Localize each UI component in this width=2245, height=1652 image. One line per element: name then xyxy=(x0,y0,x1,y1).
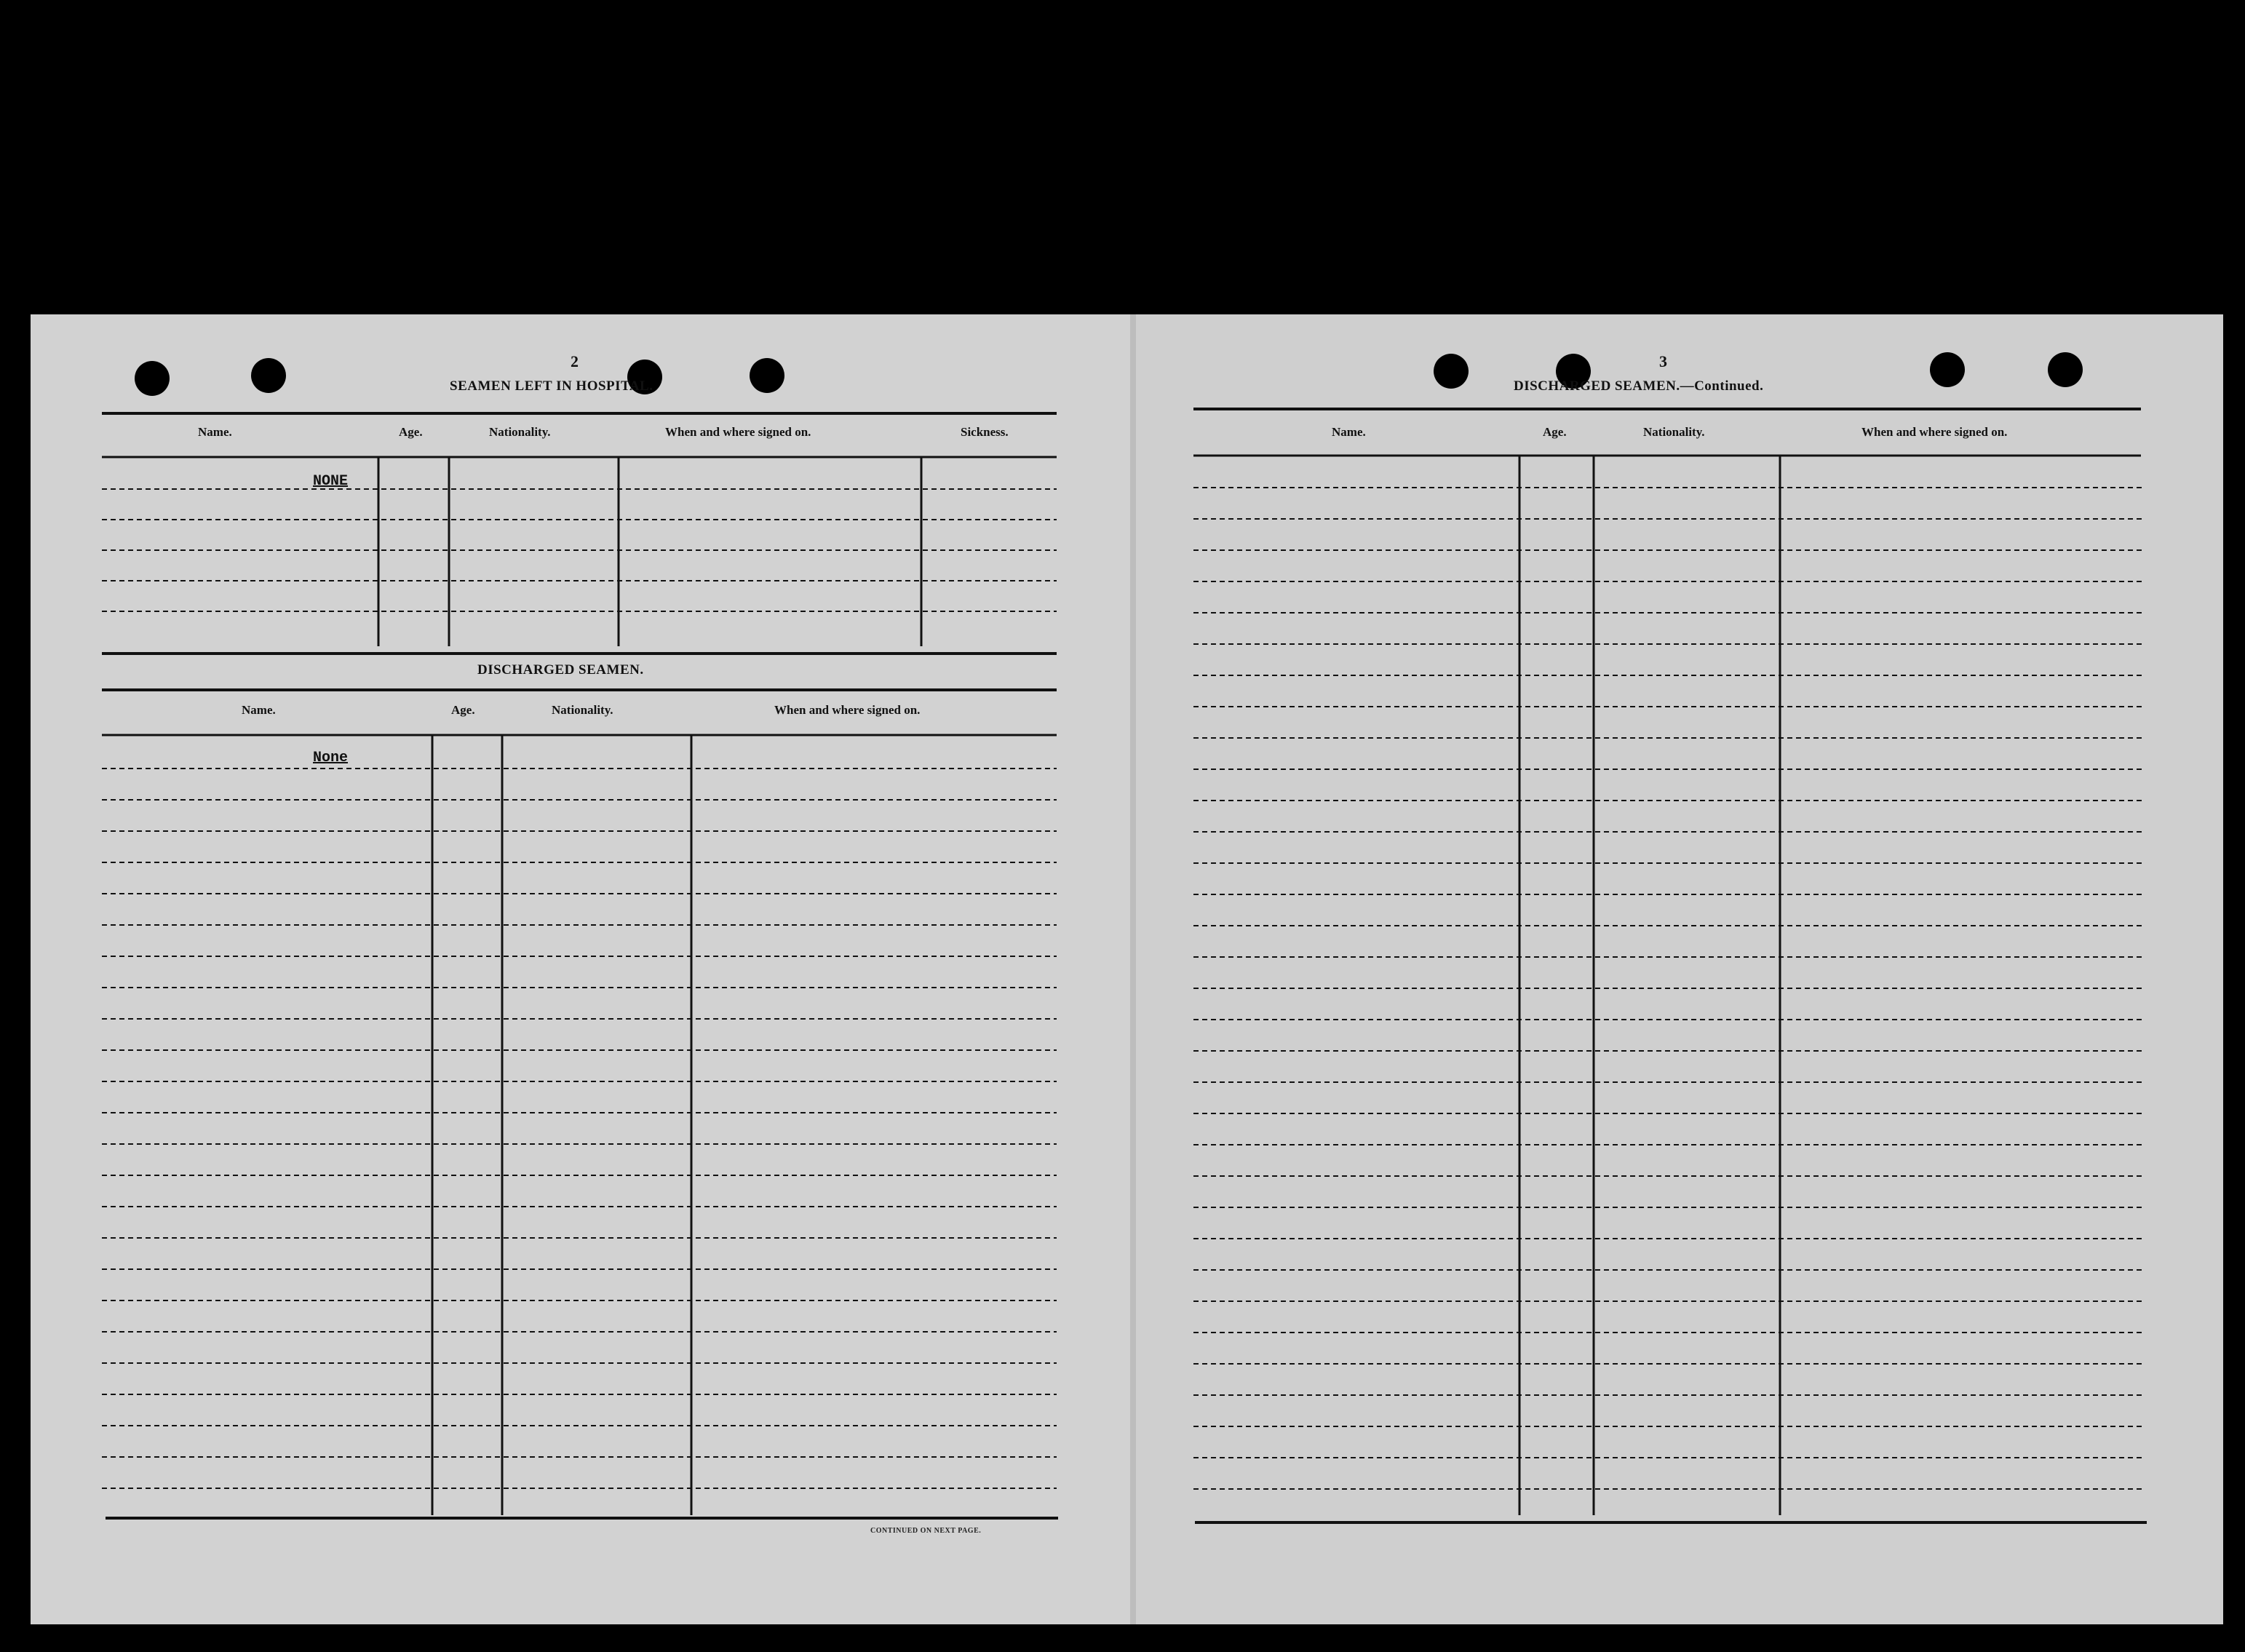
page-number-right: 3 xyxy=(1659,352,1667,370)
discharged-col-age: Age. xyxy=(451,703,475,717)
right-col-signed-on: When and where signed on. xyxy=(1861,425,2008,439)
hospital-entry-none: NONE xyxy=(313,473,349,490)
right-col-age: Age. xyxy=(1543,425,1567,439)
hospital-col-age: Age. xyxy=(399,425,423,439)
right-col-name: Name. xyxy=(1332,425,1366,439)
discharged-entry-none: None xyxy=(313,750,349,766)
continued-footer: CONTINUED ON NEXT PAGE. xyxy=(870,1527,982,1535)
right-col-nationality: Nationality. xyxy=(1643,425,1705,439)
page-number-left: 2 xyxy=(571,352,579,370)
right-section-title: DISCHARGED SEAMEN.—Continued. xyxy=(1514,378,1764,394)
discharged-col-signed-on: When and where signed on. xyxy=(774,703,921,717)
hospital-col-sickness: Sickness. xyxy=(961,425,1009,439)
discharged-section-title: DISCHARGED SEAMEN. xyxy=(477,662,644,678)
hospital-col-signed-on: When and where signed on. xyxy=(665,425,811,439)
hospital-section-title: SEAMEN LEFT IN HOSPITAL. xyxy=(450,378,653,394)
discharged-col-name: Name. xyxy=(242,703,276,717)
hospital-col-name: Name. xyxy=(198,425,232,439)
discharged-col-nationality: Nationality. xyxy=(552,703,613,717)
hospital-col-nationality: Nationality. xyxy=(489,425,551,439)
